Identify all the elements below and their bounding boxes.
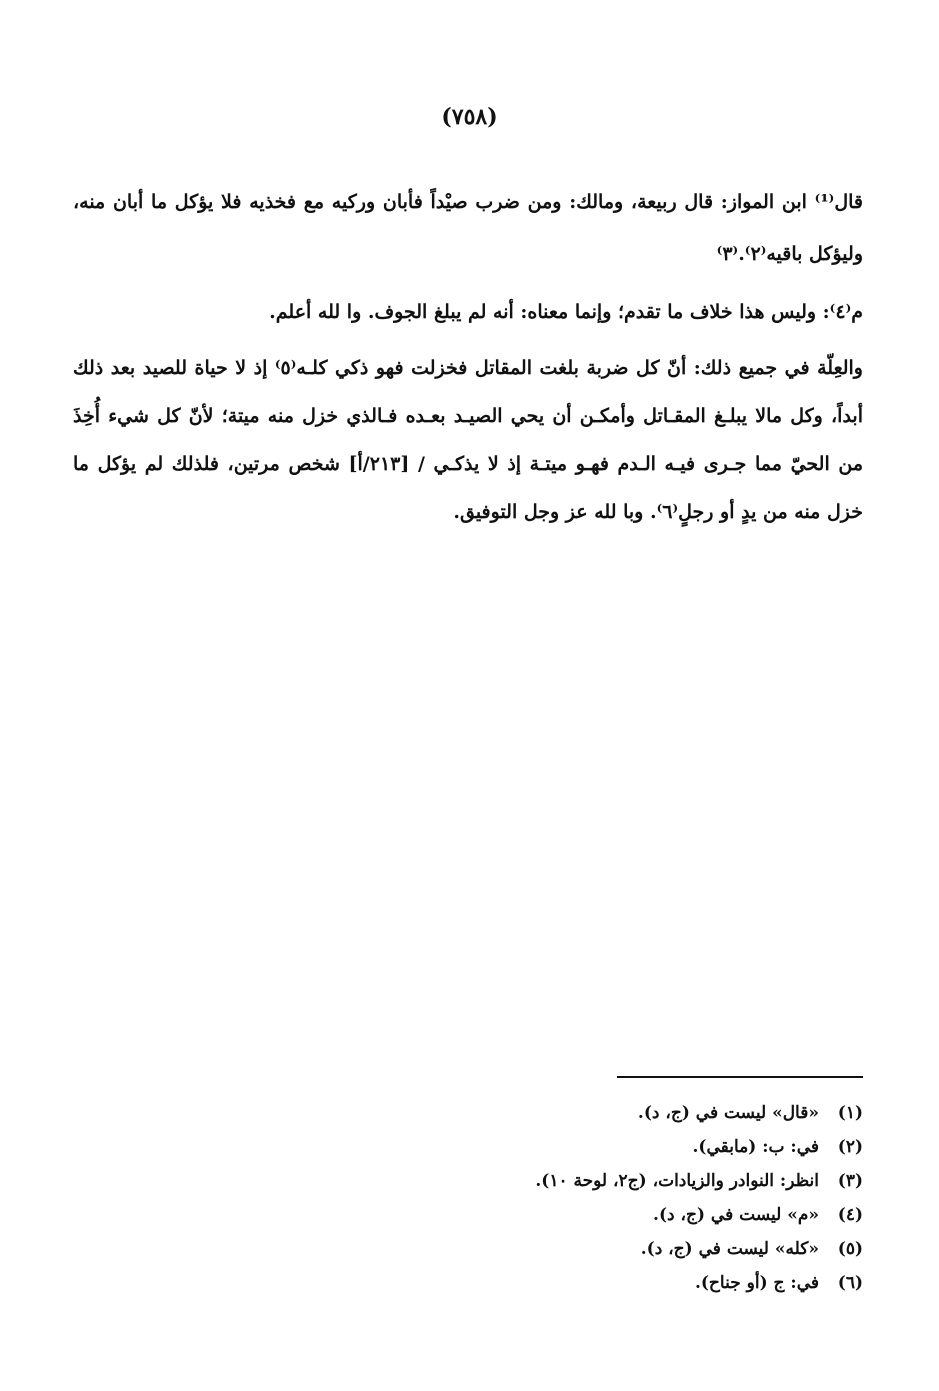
footnote-text: انظر: النوادر والزيادات، (ج٢، لوحة ١٠).: [535, 1171, 819, 1191]
page-number: (٧٥٨): [441, 104, 498, 130]
main-text: [73, 176, 863, 544]
footnote-text: «كله» ليست في (ج، د).: [640, 1239, 819, 1259]
footnote-2: [303, 1130, 863, 1164]
footnote-number: (٢): [837, 1137, 863, 1157]
footnote-number: (٤): [837, 1205, 863, 1225]
paragraph-2: م⁽٤⁾: وليس هذا خلاف ما تقدم؛ وإنما معناه: أنه لم يبلغ الجوف. وا لله أعلم.: [269, 301, 863, 323]
footnote-text: في: ب: (مابقي).: [692, 1137, 819, 1157]
footnote-number: (٣): [837, 1171, 863, 1191]
footnote-5: [303, 1232, 863, 1266]
footnote-number: (١): [837, 1103, 863, 1123]
footnote-6: [303, 1266, 863, 1300]
footnote-number: (٦): [837, 1273, 863, 1293]
footnote-text: في: ج (أو جناح).: [694, 1273, 819, 1293]
footnote-text: «م» ليست في (ج، د).: [653, 1205, 819, 1225]
footnote-divider: [617, 1076, 863, 1078]
footnotes: [303, 1096, 863, 1300]
footnote-text: «قال» ليست في (ج، د).: [637, 1103, 819, 1123]
footnote-3: [303, 1164, 863, 1198]
footnote-4: [303, 1198, 863, 1232]
paragraph-1: قال⁽¹⁾ ابن المواز: قال ربيعة، ومالك: ومن ضرب صيْداً فأبان وركيه مع فخذيه فلا يؤكل ما أبان منه، وليؤكل باقيه⁽٢⁾.⁽٣⁾: [73, 191, 863, 265]
footnote-1: [303, 1096, 863, 1130]
footnote-number: (٥): [837, 1239, 863, 1259]
paragraph-3: والعِلّة في جميع ذلك: أنّ كل ضربة بلغت المقاتل فخزلت فهو ذكي كلـه⁽٥⁾ إذ لا حياة للصيد بعد ذلك أبداً، وكل مالا يبلـغ المقـاتل وأمكـن أن يحي الصيـد بعـده فـالذي خزل منه ميتة؛ لأنّ كل شيء أُخِذَ من الحيّ مما جـرى فيـه الـدم فهـو ميتـة إذ لا يذكـي / [٢١٣/أ] شخص مرتين، فلذلك لم يؤكل ما خزل منه من يدٍ أو رجلٍ⁽٦⁾. وبا لله عز وجل التوفيق.: [73, 357, 863, 523]
